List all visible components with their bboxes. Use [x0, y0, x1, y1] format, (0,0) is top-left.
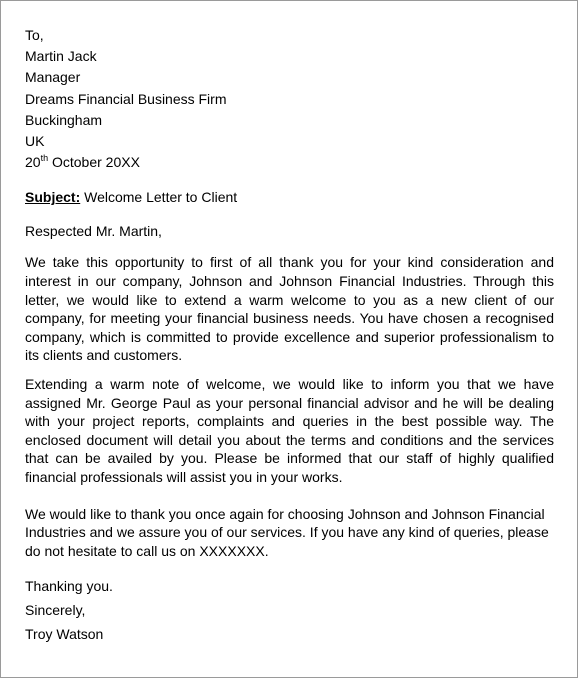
closing-signoff: Sincerely,: [25, 602, 86, 619]
subject-label: Subject:: [25, 189, 81, 206]
letter-date: [25, 152, 554, 173]
closing-block: [25, 574, 554, 646]
recipient-address-block: [25, 25, 554, 173]
recipient-title: Manager: [25, 69, 81, 86]
body-paragraph-1: We take this opportunity to first of all thank you for your kind consideration and interest in our company, Johnson and Johnson Financial Industries. Through this letter, we would like to extend a warm welcome to you as a new client of our company, for meeting your financial business needs. You have chosen a recognised company, which is committed to provide excellence and superior professionalism to its clients and customers.: [25, 254, 554, 364]
recipient-company: Dreams Financial Business Firm: [25, 90, 227, 107]
date-suffix: th: [40, 152, 49, 163]
date-day: 20: [25, 154, 41, 171]
subject-line: [25, 187, 554, 207]
recipient-to: To,: [25, 27, 44, 43]
recipient-city: Buckingham: [25, 111, 103, 128]
recipient-country: UK: [25, 133, 45, 150]
subject-text: Welcome Letter to Client: [80, 189, 238, 206]
signature-name: Troy Watson: [25, 626, 104, 643]
letter-content: [25, 25, 554, 646]
greeting: Respected Mr. Martin,: [25, 223, 162, 240]
recipient-name: Martin Jack: [25, 48, 97, 65]
body-paragraph-2: Extending a warm note of welcome, we would like to inform you that we have assigned Mr. George Paul as your personal financial advisor and he will be dealing with your project reports, complaints and queries in the best possible way. The enclosed document will detail you about the terms and conditions and the services that can be availed by you. Please be informed that our staff of highly qualified financial professionals will assist you in your works.: [25, 375, 554, 485]
body-paragraph-3: We would like to thank you once again for choosing Johnson and Johnson Financial Industries and we assure you of our services. If you have any kind of queries, please do not hesitate to call us on XXXXXXX.: [25, 505, 549, 559]
closing-thanks: Thanking you.: [25, 578, 113, 595]
date-month-year: October 20XX: [48, 154, 140, 171]
